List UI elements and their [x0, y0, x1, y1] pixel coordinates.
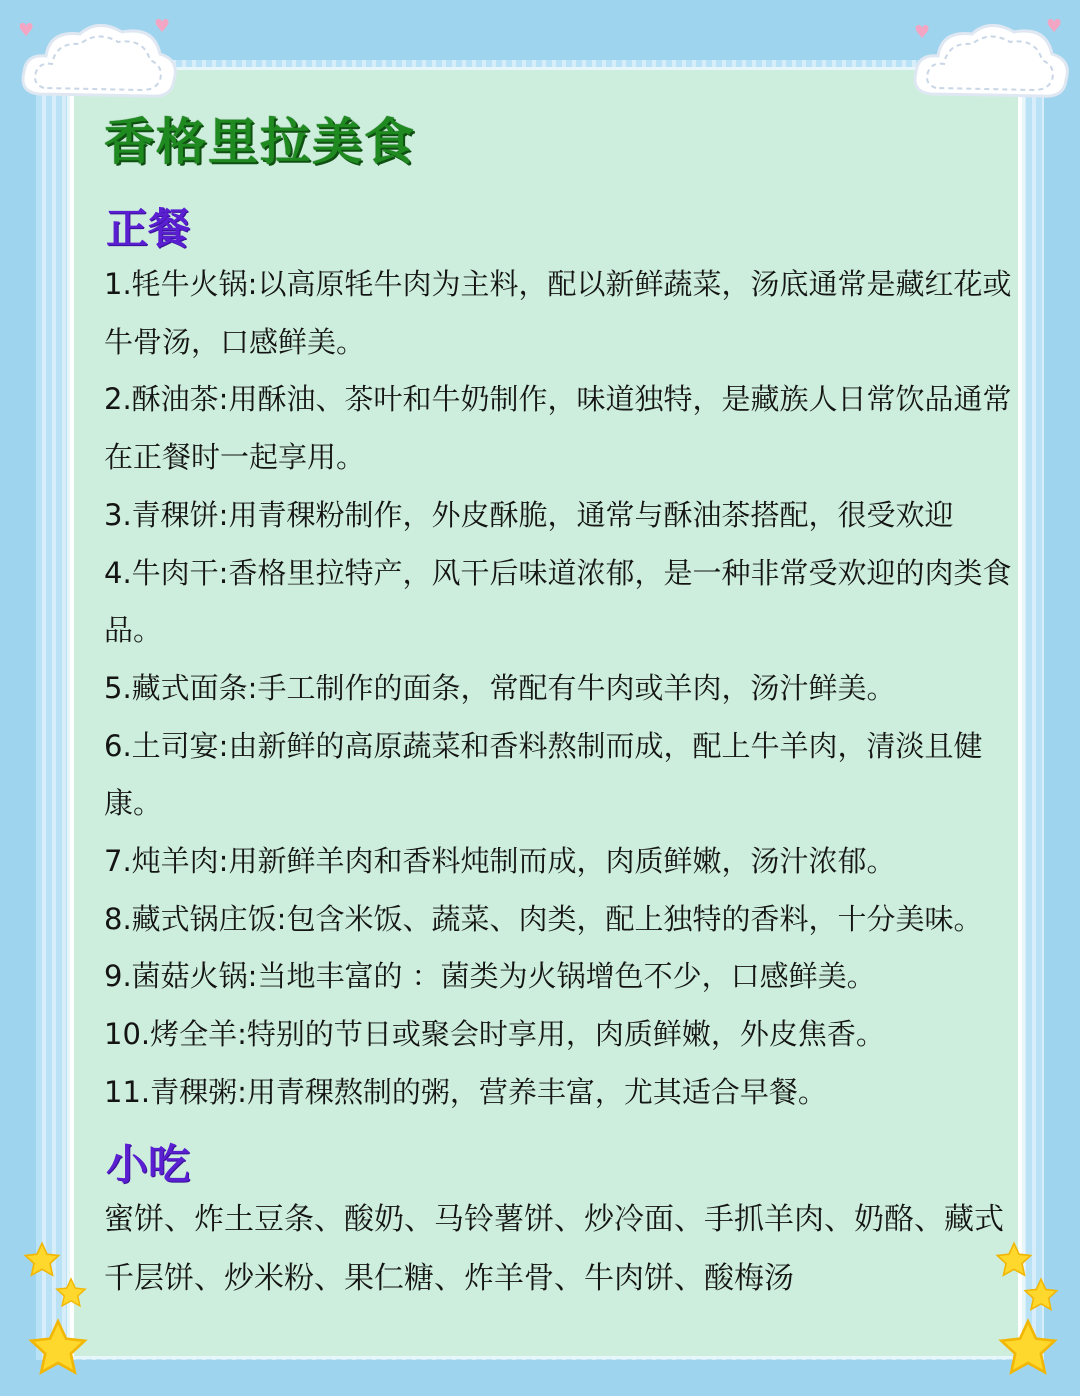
star-icon: [54, 1276, 88, 1310]
main-dish-list: [104, 256, 1014, 1122]
heart-icon: ♥: [914, 22, 931, 43]
star-icon: [26, 1316, 90, 1380]
list-item: 8.藏式锅庄饭:包含米饭、蔬菜、肉类，配上独特的香料，十分美味。: [104, 901, 983, 936]
list-item: 2.酥油茶:用酥油、茶叶和牛奶制作，味道独特，是藏族人日常饮品通常在正餐时一起享用。: [104, 382, 1012, 475]
section-heading-main: 正餐: [106, 204, 191, 253]
star-icon: [22, 1240, 62, 1280]
heart-icon: ♥: [1046, 16, 1063, 37]
list-item: 11.青稞粥:用青稞熬制的粥，营养丰富，尤其适合早餐。: [104, 1074, 827, 1109]
list-item: 9.菌菇火锅:当地丰富的 ：菌类为火锅增色不少，口感鲜美。: [104, 959, 876, 994]
star-icon: [1022, 1276, 1060, 1314]
list-item: 1.牦牛火锅:以高原牦牛肉为主料，配以新鲜蔬菜，汤底通常是藏红花或牛骨汤，口感鲜美。: [104, 267, 1012, 359]
list-item: 6.土司宴:由新鲜的高原蔬菜和香料熬制而成，配上牛羊肉，清淡且健康。: [104, 728, 983, 821]
page-title: 香格里拉美食: [104, 113, 416, 171]
list-item: 5.藏式面条:手工制作的面条，常配有牛肉或羊肉，汤汁鲜美。: [104, 670, 896, 705]
star-icon: [996, 1316, 1060, 1380]
list-item: 3.青稞饼:用青稞粉制作，外皮酥脆，通常与酥油茶搭配，很受欢迎: [104, 497, 954, 532]
heart-icon: ♥: [154, 16, 171, 37]
section-heading-snacks: 小吃: [106, 1140, 191, 1189]
heart-icon: ♥: [18, 20, 35, 41]
snacks-text: 蜜饼、炸土豆条、酸奶、马铃薯饼、炒冷面、手抓羊肉、奶酪、藏式千层饼、炒米粉、果仁糖、炸羊骨、牛肉饼、酸梅汤: [104, 1202, 1004, 1296]
list-item: 10.烤全羊:特别的节日或聚会时享用，肉质鲜嫩，外皮焦香。: [104, 1017, 885, 1052]
list-item: 7.炖羊肉:用新鲜羊肉和香料炖制而成，肉质鲜嫩，汤汁浓郁。: [104, 844, 896, 879]
list-item: 4.牛肉干:香格里拉特产，风干后味道浓郁，是一种非常受欢迎的肉类食品。: [104, 555, 1012, 648]
